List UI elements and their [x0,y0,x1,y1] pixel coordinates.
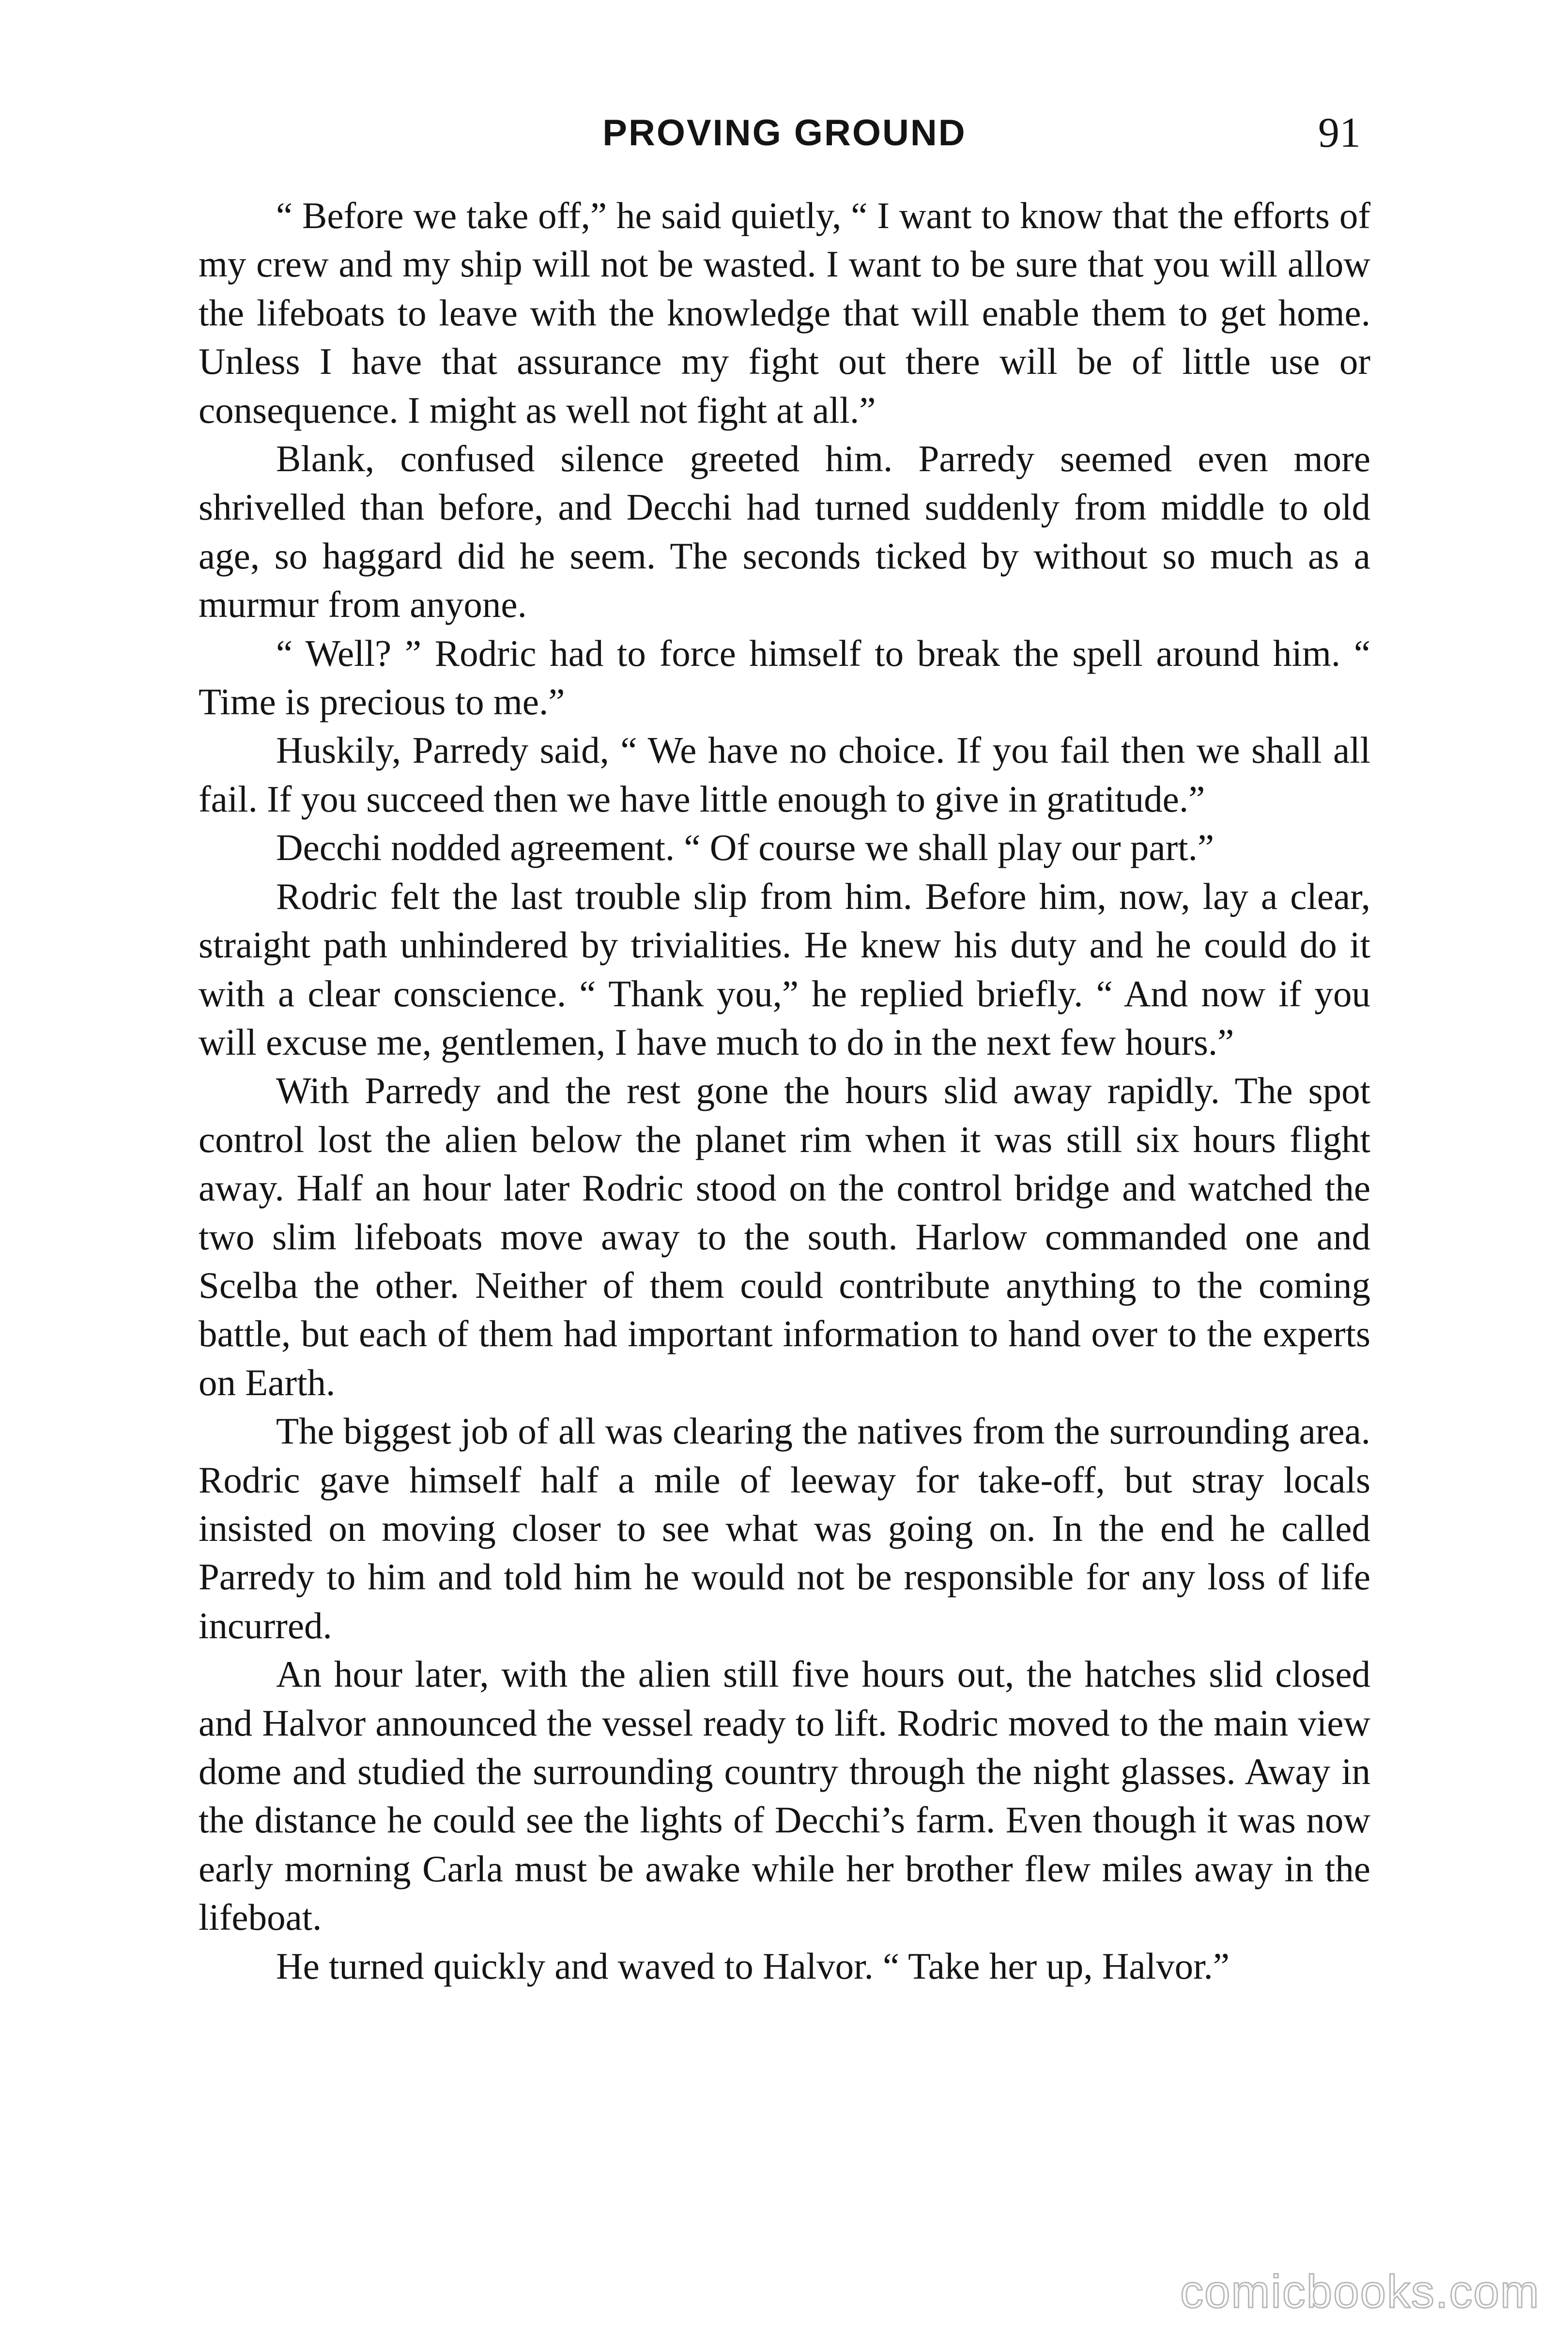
running-title: PROVING GROUND [602,112,967,154]
paragraph: With Parredy and the rest gone the hours slid away rapidly. The spot control lost the alien below the planet rim when it was still six hours flight away. Half an hour later Rodric stood on the control bridge and watched the two slim lifeboats move away to the south. Harlow commanded one and Scelba the other. Neither of them could contribute anything to the coming battle, but each of them had important information to hand over to the experts on Earth. [199,1070,1370,1403]
body-text [199,191,1370,1990]
paragraph: Huskily, Parredy said, “ We have no choice. If you fail then we shall all fail. If you succeed then we have little enough to give in gratitude.” [199,729,1370,820]
page-number: 91 [1318,109,1361,156]
watermark: comicbooks.com [1180,2266,1540,2318]
paragraph: Rodric felt the last trouble slip from him. Before him, now, lay a clear, straight path unhindered by trivialities. He knew his duty and he could do it with a clear conscience. “ Thank you,” he replied briefly. “ And now if you will excuse me, gentlemen, I have much to do in the next few hours.” [199,875,1370,1063]
paragraph: “ Before we take off,” he said quietly, “ I want to know that the efforts of my crew and my ship will not be wasted. I want to be sure that you will allow the lifeboats to leave with the knowledge that will enable them to get home. Unless I have that assurance my fight out there will be of little use or consequence. I might as well not fight at all.” [199,195,1370,431]
paragraph: He turned quickly and waved to Halvor. “ Take her up, Halvor.” [276,1945,1230,1987]
paragraph: Decchi nodded agreement. “ Of course we shall play our part.” [276,827,1214,869]
paragraph: “ Well? ” Rodric had to force himself to break the spell around him. “ Time is precious to me.” [199,632,1370,723]
running-head [199,104,1370,162]
paragraph: An hour later, with the alien still five hours out, the hatches slid closed and Halvor announced the vessel ready to lift. Rodric moved to the main view dome and studied the surrounding country through the night glasses. Away in the distance he could see the lights of Decchi’s farm. Even though it was now early morning Carla must be awake while her brother flew miles away in the lifeboat. [199,1653,1370,1938]
paragraph: Blank, confused silence greeted him. Parredy seemed even more shrivelled than before, and Decchi had turned suddenly from middle to old age, so haggard did he seem. The seconds ticked by without so much as a murmur from anyone. [199,438,1370,626]
paragraph: The biggest job of all was clearing the natives from the surrounding area. Rodric gave himself half a mile of leeway for take-off, but stray locals insisted on moving closer to see what was going on. In the end he called Parredy to him and told him he would not be responsible for any loss of life incurred. [199,1410,1370,1646]
